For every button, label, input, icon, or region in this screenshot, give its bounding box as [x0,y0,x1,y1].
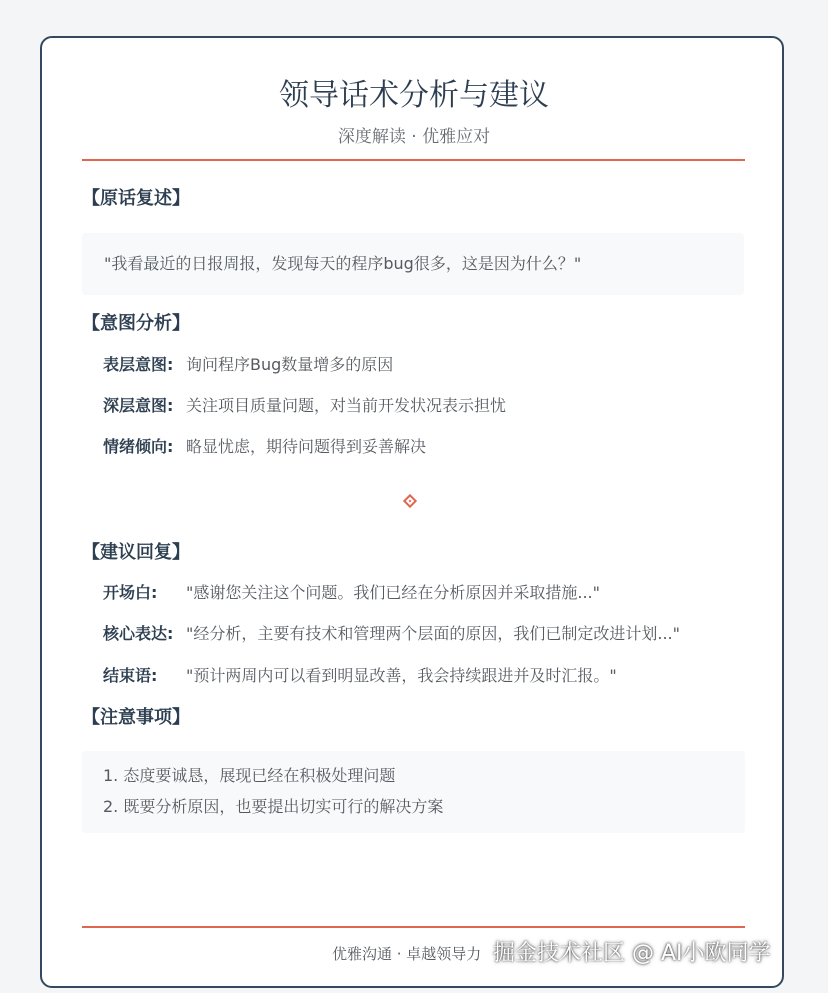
list-item: 2. 既要分析原因，也要提出切实可行的解决方案 [103,797,444,816]
content-card [40,36,784,988]
reply-label: 开场白: [103,583,158,602]
intent-text: 关注项目质量问题，对当前开发状况表示担忧 [186,396,507,415]
header-divider [82,159,745,161]
intent-row-emotion [103,434,426,457]
reply-text: "感谢您关注这个问题。我们已经在分析原因并采取措施..." [186,583,600,602]
intent-text: 询问程序Bug数量增多的原因 [186,355,394,374]
reply-row-core [103,621,680,644]
section-title-reply: 【建议回复】 [82,542,190,563]
reply-text: "经分析，主要有技术和管理两个层面的原因，我们已制定改进计划..." [186,624,680,643]
page-title: 领导话术分析与建议 [279,78,549,113]
intent-row-deep [103,393,506,416]
footer-divider [82,926,745,928]
intent-text: 略显忧虑，期待问题得到妥善解决 [186,437,427,456]
section-title-original: 【原话复述】 [82,188,190,209]
intent-label: 表层意图: [103,355,174,374]
reply-row-opening [103,580,600,603]
intent-row-surface [103,352,393,375]
notes-box [82,751,745,833]
page-subtitle: 深度解读 · 优雅应对 [337,127,491,147]
reply-label: 结束语: [103,666,158,685]
reply-text: "预计两周内可以看到明显改善，我会持续跟进并及时汇报。" [186,666,617,685]
section-title-intent: 【意图分析】 [82,313,190,334]
watermark: 掘金技术社区 @ AI小欧同学 [493,941,771,966]
original-quote: "我看最近的日报周报，发现每天的程序bug很多，这是因为什么？" [82,233,744,295]
list-item: 1. 态度要诚恳，展现已经在积极处理问题 [103,766,396,785]
reply-label: 核心表达: [103,624,174,643]
intent-label: 情绪倾向: [103,437,174,456]
reply-row-closing [103,663,617,686]
intent-label: 深层意图: [103,396,174,415]
notes-list [103,765,745,827]
footer-text: 优雅沟通 · 卓越领导力 [332,945,482,963]
section-title-notes: 【注意事项】 [82,707,190,728]
